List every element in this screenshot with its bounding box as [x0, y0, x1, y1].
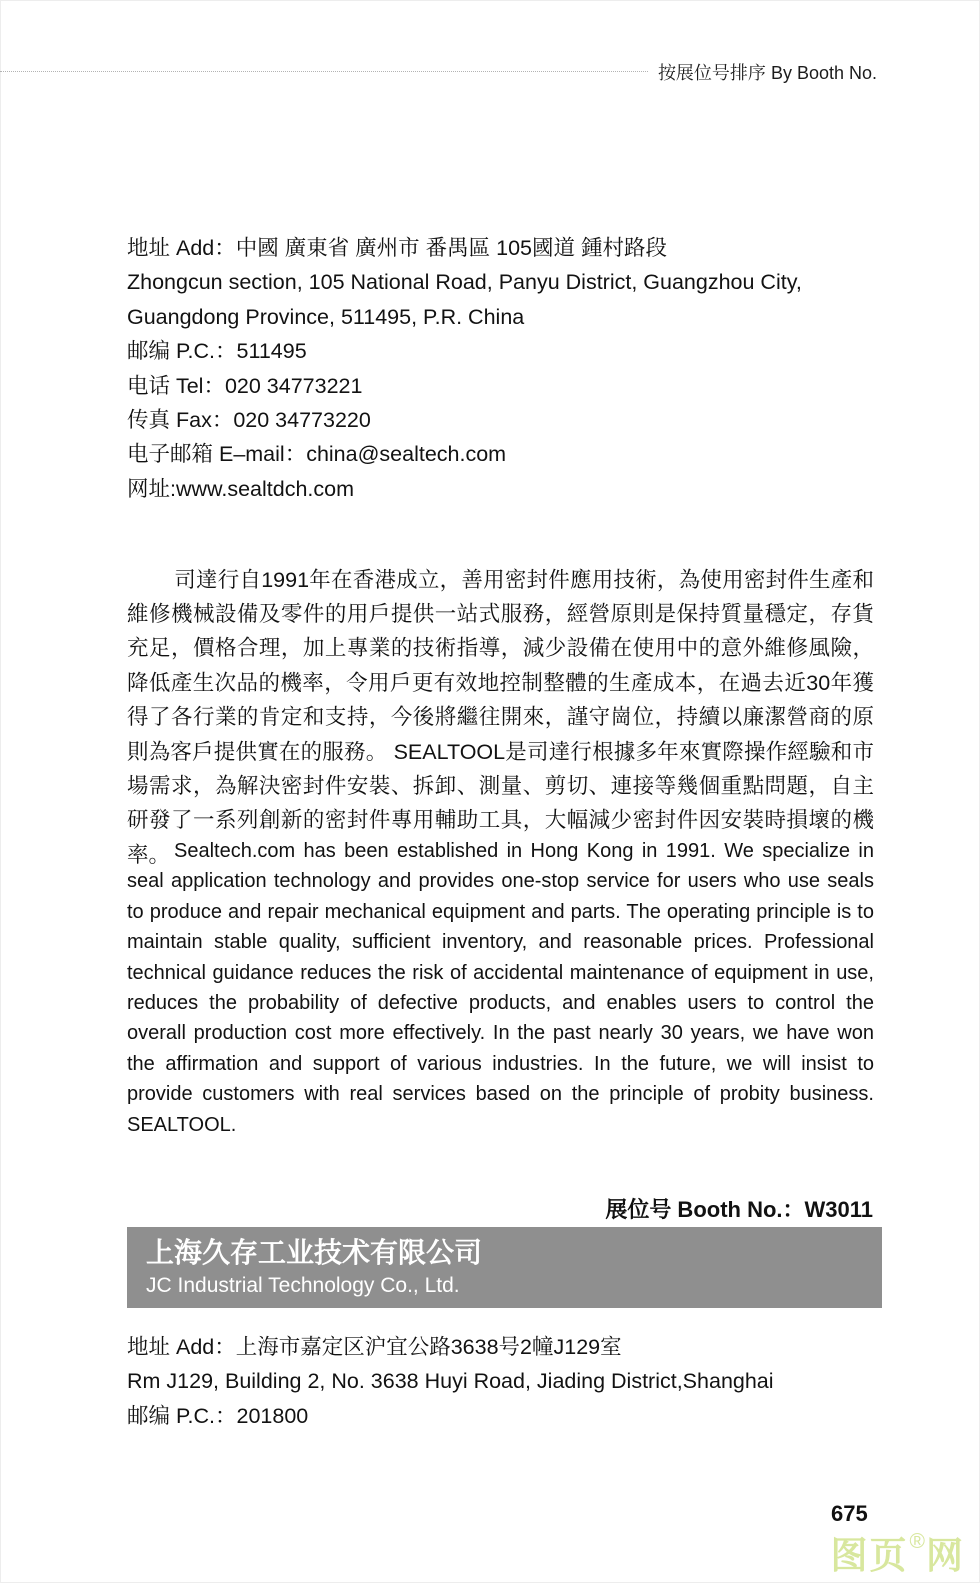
address-line-en-1: Zhongcun section, 105 National Road, Panyu District, Guangzhou City, — [127, 270, 802, 295]
company-profile-english: Sealtech.com has been established in Hong Kong in 1991. We specialize in seal application technology and provides one-stop service for users who use seals to produce and repair mechanical equipment and parts. The operating principle is to maintain stable quality, sufficient inventory, and reasonable prices. Professional technical guidance reduces the risk of accidental maintenance of equipment in use, reduces the probability of defective products, and enables users to control the overall production cost more effectively. In the past nearly 30 years, we have won the affirmation and support of various industries. In the future, we will insist to provide customers with real services based on the principle of probity business. SEALTOOL. — [127, 840, 874, 1136]
booth-number-label: 展位号 Booth No.：W3011 — [605, 1197, 873, 1222]
postal-code-line: 邮编 P.C.：201800 — [127, 1403, 309, 1428]
site-watermark — [831, 1531, 965, 1574]
address-line-en-2: Guangdong Province, 511495, P.R. China — [127, 304, 525, 329]
email-line: 电子邮箱 E–mail：china@sealtech.com — [127, 442, 507, 467]
company-profile-chinese: 司達行自1991年在香港成立，善用密封件應用技術，為使用密封件生產和維修機械設備及零件的用戶提供一站式服務，經營原則是保持質量穩定，存貨充足，價格合理，加上專業的技術指導，減少設備在使用中的意外維修風險，降低產生次品的機率，令用戶更有效地控制整體的生產成本，在過去近30年獲得了各行業的肯定和支持，今後將繼往開來，謹守崗位，持續以廉潔營商的原則為客戶提供實在的服務。 SEALTOOL是司達行根據多年來實際操作經驗和市場需求，為解決密封件安裝、拆卸、測量、剪切、連接等幾個重點問題，自主研發了一系列創新的密封件專用輔助工具，大幅減少密封件因安裝時損壞的機率。 — [127, 567, 874, 867]
watermark-text-suffix: 网 — [926, 1535, 965, 1576]
watermark-text-prefix: 图页 — [830, 1535, 909, 1576]
postal-code-line: 邮编 P.C.：511495 — [127, 339, 307, 364]
company-name-banner — [127, 1227, 882, 1308]
fax-line: 传真 Fax：020 34773220 — [127, 408, 371, 433]
page-number: 675 — [831, 1501, 868, 1526]
company-name-english: JC Industrial Technology Co., Ltd. — [146, 1274, 460, 1297]
company-name-chinese: 上海久存工业技术有限公司 — [146, 1236, 483, 1268]
address-line-zh: 地址 Add：中國 廣東省 廣州市 番禺區 105國道 鍾村路段 — [127, 236, 667, 260]
sort-order-header: 按展位号排序 By Booth No. — [657, 63, 877, 83]
guangzhou-contact-block — [127, 231, 802, 506]
header-dotted-rule — [0, 71, 648, 72]
telephone-line: 电话 Tel：020 34773221 — [127, 373, 363, 398]
address-line-zh: 地址 Add：上海市嘉定区沪宜公路3638号2幢J129室 — [127, 1335, 622, 1359]
address-line-en: Rm J129, Building 2, No. 3638 Huyi Road, Jiading District,Shanghai — [127, 1369, 774, 1394]
shanghai-contact-block — [127, 1330, 774, 1433]
website-line: 网址:www.sealtdch.com — [127, 476, 355, 501]
registered-trademark-icon: ® — [909, 1530, 925, 1553]
